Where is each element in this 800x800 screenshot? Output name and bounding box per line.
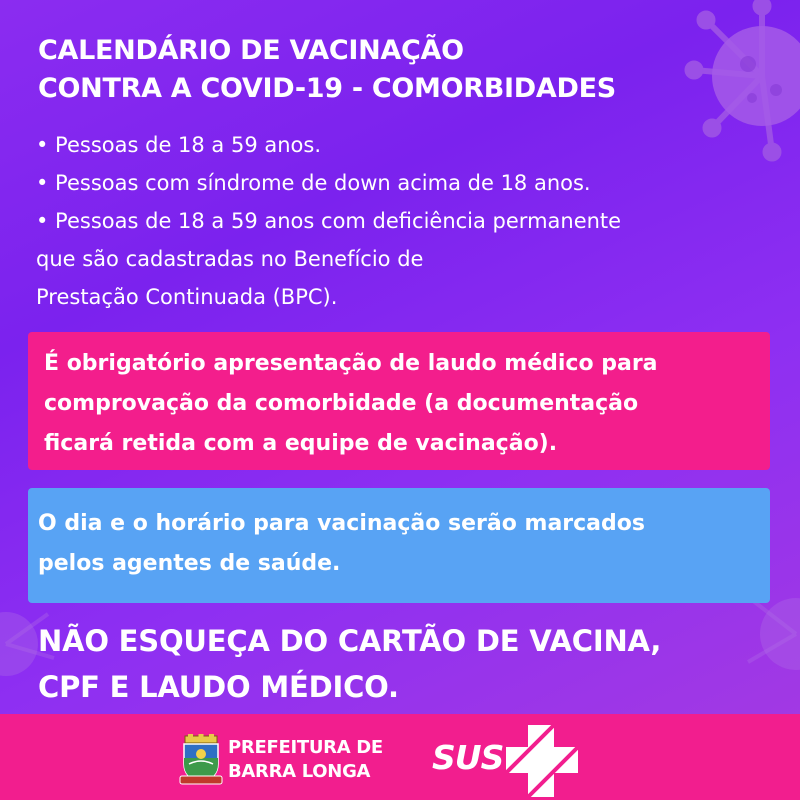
sus-cross-icon: [502, 721, 582, 800]
notice-line: O dia e o horário para vacinação serão marcados: [38, 511, 645, 536]
sus-logo-text: SUS: [432, 738, 504, 777]
reminder-line: CPF E LAUDO MÉDICO.: [38, 670, 399, 704]
prefeitura-name-line: PREFEITURA DE: [228, 737, 383, 758]
notice-line: comprovação da comorbidade (a documentação: [44, 391, 639, 416]
notice-line: É obrigatório apresentação de laudo médico para: [44, 351, 658, 376]
schedule-notice: [28, 488, 770, 603]
reminder-line: NÃO ESQUEÇA DO CARTÃO DE VACINA,: [38, 624, 662, 658]
list-item: • Pessoas de 18 a 59 anos com deficiência permanente: [36, 209, 622, 233]
medical-report-notice: [28, 332, 770, 470]
list-item-continuation: Prestação Continuada (BPC).: [36, 285, 338, 309]
municipal-crest-icon: [179, 734, 223, 786]
page-title: [38, 32, 718, 108]
title-line: CONTRA A COVID-19 - COMORBIDADES: [38, 73, 616, 104]
list-item: • Pessoas com síndrome de down acima de 18 anos.: [36, 171, 591, 195]
prefeitura-name: [228, 736, 383, 784]
list-item: • Pessoas de 18 a 59 anos.: [36, 133, 322, 157]
list-item-continuation: que são cadastradas no Benefício de: [36, 247, 424, 271]
eligibility-list: [36, 126, 776, 316]
title-line: CALENDÁRIO DE VACINAÇÃO: [38, 35, 464, 66]
reminder-text: [38, 618, 778, 710]
notice-line: ficará retida com a equipe de vacinação).: [44, 431, 558, 456]
prefeitura-name-line: BARRA LONGA: [228, 761, 371, 782]
footer-bar: [0, 714, 800, 800]
notice-line: pelos agentes de saúde.: [38, 551, 341, 576]
